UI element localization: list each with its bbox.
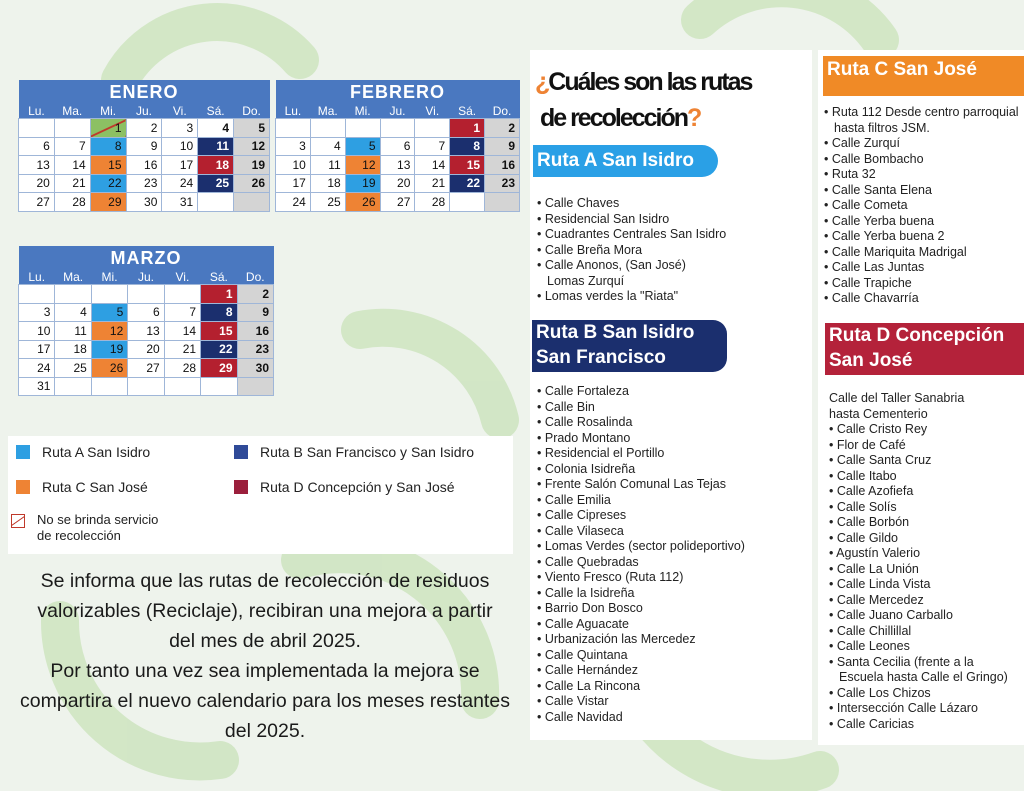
calendar-day: 23 [237,340,273,359]
calendar-day: 22 [201,340,237,359]
calendar-empty-cell [237,377,273,396]
calendar-day: 18 [310,174,345,193]
weekday-header: Ma. [54,104,90,119]
list-item: • Calle Itabo [829,469,1008,485]
list-item: • Calle Solís [829,500,1008,516]
calendar-day: 17 [19,340,55,359]
calendar-week-row [19,193,270,212]
list-item: hasta Cementerio [829,406,928,421]
calendar-day: 4 [198,119,234,138]
list-item: • Residencial el Portillo [537,446,745,462]
legend-label: Ruta A San Isidro [42,444,151,460]
calendar-day: 30 [237,359,273,378]
list-item: • Calle Caricias [829,717,1008,733]
no-service-line2: de recolección [37,528,121,543]
calendar-day: 22 [90,174,126,193]
no-service-icon [11,514,25,528]
list-item: • Calle Santa Cruz [829,453,1008,469]
calendar-week-row [276,119,520,138]
calendar-day: 27 [19,193,55,212]
weekday-header: Do. [237,270,273,285]
list-item: • Calle la Isidreña [537,586,745,602]
calendar-empty-cell [19,119,55,138]
calendar-march [18,246,274,396]
list-item: Escuela hasta Calle el Gringo) [839,670,1008,684]
calendar-day: 6 [19,137,55,156]
list-item: • Calle Los Chizos [829,686,1008,702]
calendar-day: 10 [276,156,311,175]
calendar-empty-cell [128,377,164,396]
list-item: • Cuadrantes Centrales San Isidro [537,227,726,243]
legend-item-no-service [11,512,158,544]
calendar-empty-cell [276,119,311,138]
weekday-header: Vi. [164,270,200,285]
calendar-day: 19 [234,156,270,175]
list-item: • Calle Zurquí [824,136,1019,152]
calendar-day: 2 [126,119,162,138]
calendar-day: 8 [450,137,485,156]
calendar-day: 28 [415,193,450,212]
calendar-week-row [276,193,520,212]
list-item: • Calle Vilaseca [537,524,745,540]
weekday-header: Lu. [19,104,55,119]
calendar-day: 4 [55,303,91,322]
calendar-day: 11 [310,156,345,175]
list-item: • Calle Anonos, (San José) [537,258,726,274]
calendar-empty-cell [415,119,450,138]
calendar-week-row [19,377,274,396]
list-item: • Intersección Calle Lázaro [829,701,1008,717]
list-item: • Calle Navidad [537,710,745,726]
list-item: • Calle Leones [829,639,1008,655]
route-c-header: Ruta C San José [823,56,1024,96]
calendar-day: 10 [19,322,55,341]
weekday-header: Lu. [276,104,311,119]
calendar-day: 24 [162,174,198,193]
weekday-header: Sá. [201,270,237,285]
calendar-week-row [19,156,270,175]
calendar-week-row [276,137,520,156]
legend-swatch-ruta-b [234,445,248,459]
list-item: • Calle Gildo [829,531,1008,547]
calendar-empty-cell [91,285,127,304]
calendar-day: 4 [310,137,345,156]
calendar-empty-cell [164,377,200,396]
legend-label [37,512,158,544]
calendar-day: 3 [162,119,198,138]
list-item: • Calle Las Juntas [824,260,1019,276]
list-item: • Calle Trapiche [824,276,1019,292]
list-item: • Calle Chavarría [824,291,1019,307]
weekday-header: Do. [485,104,520,119]
calendar-day: 6 [128,303,164,322]
calendar-empty-cell [198,193,234,212]
calendar-day: 26 [91,359,127,378]
calendar-day: 17 [276,174,311,193]
calendar-week-row [19,174,270,193]
calendar-day: 5 [234,119,270,138]
calendar-day: 19 [345,174,380,193]
list-item: • Calle Cristo Rey [829,422,1008,438]
calendar-day: 28 [54,193,90,212]
calendar-day: 27 [380,193,415,212]
list-item: Lomas Zurquí [547,273,625,288]
calendar-day: 19 [91,340,127,359]
legend-swatch-ruta-c [16,480,30,494]
calendar-day: 18 [55,340,91,359]
calendar-day: 9 [237,303,273,322]
calendar-day: 28 [164,359,200,378]
calendar-day: 7 [415,137,450,156]
list-item: • Calle Yerba buena [824,214,1019,230]
calendar-month-title: ENERO [19,80,270,104]
list-item: • Calle Bombacho [824,152,1019,168]
notice-line: Se informa que las rutas de recolección de residuos [40,570,490,592]
calendar-day: 15 [450,156,485,175]
calendar-day: 7 [54,137,90,156]
weekday-header: Ju. [380,104,415,119]
calendar-day: 22 [450,174,485,193]
calendar-day: 25 [55,359,91,378]
route-b-list [537,384,745,725]
calendar-empty-cell [55,377,91,396]
list-item: • Calle Cometa [824,198,1019,214]
route-d-header [825,323,1024,375]
calendar-day: 26 [234,174,270,193]
calendar-day: 3 [19,303,55,322]
calendar-empty-cell [234,193,270,212]
calendar-week-row [19,137,270,156]
legend-item-ruta-d [234,479,455,495]
list-item: • Lomas verdes la "Riata" [537,289,726,305]
list-item: • Prado Montano [537,431,745,447]
list-item: • Calle La Rincona [537,679,745,695]
notice-text [0,566,530,746]
list-item: • Colonia Isidreña [537,462,745,478]
calendar-week-row [19,322,274,341]
calendar-day: 6 [380,137,415,156]
calendar-empty-cell [485,193,520,212]
calendar-day: 5 [345,137,380,156]
calendar-empty-cell [54,119,90,138]
route-d-title-line2: San José [829,350,913,371]
calendar-legend [8,436,513,554]
calendar-month-title: MARZO [19,246,274,270]
list-item: • Calle Azofiefa [829,484,1008,500]
legend-swatch-ruta-d [234,480,248,494]
weekday-header: Ma. [310,104,345,119]
weekday-header: Do. [234,104,270,119]
notice-line: Por tanto una vez sea implementada la mejora se [50,660,480,682]
route-b-title-line2: San Francisco [536,347,666,368]
calendar-february [275,80,520,212]
calendar-day: 12 [345,156,380,175]
route-d-list [829,391,1008,732]
notice-line: del 2025. [224,720,306,742]
calendar-empty-cell [345,119,380,138]
weekday-header: Lu. [19,270,55,285]
list-item: • Frente Salón Comunal Las Tejas [537,477,745,493]
calendar-empty-cell [91,377,127,396]
calendar-empty-cell [128,285,164,304]
list-item: • Calle Vistar [537,694,745,710]
list-item: Calle del Taller Sanabria [829,391,965,405]
route-b-header [532,320,727,372]
calendar-day: 14 [54,156,90,175]
calendar-day: 13 [380,156,415,175]
calendar-day: 20 [128,340,164,359]
calendar-day: 20 [380,174,415,193]
calendar-day: 11 [198,137,234,156]
calendar-day: 16 [237,322,273,341]
calendar-day: 27 [128,359,164,378]
list-item: • Flor de Café [829,438,1008,454]
list-item: • Calle Fortaleza [537,384,745,400]
route-b-title-line1: Ruta B San Isidro [536,322,695,343]
calendar-day: 30 [126,193,162,212]
list-item: • Lomas Verdes (sector polideportivo) [537,539,745,555]
notice-line: del mes de abril 2025. [169,630,361,652]
calendar-empty-cell [55,285,91,304]
calendar-day: 9 [126,137,162,156]
list-item: • Calle Emilia [537,493,745,509]
weekday-header: Sá. [450,104,485,119]
calendar-week-row [19,285,274,304]
list-item: • Calle Linda Vista [829,577,1008,593]
weekday-header: Vi. [415,104,450,119]
calendar-day: 14 [415,156,450,175]
list-item: • Calle Quintana [537,648,745,664]
list-item: • Calle La Unión [829,562,1008,578]
list-item: • Calle Mariquita Madrigal [824,245,1019,261]
calendar-empty-cell [201,377,237,396]
weekday-header: Ju. [128,270,164,285]
legend-label: Ruta B San Francisco y San Isidro [260,444,474,460]
calendar-day: 16 [485,156,520,175]
calendar-day: 31 [19,377,55,396]
legend-label: Ruta D Concepción y San José [260,479,455,495]
list-item: hasta filtros JSM. [834,120,930,135]
calendar-day: 13 [128,322,164,341]
calendar-day: 1 [90,119,126,138]
legend-item-ruta-a [16,444,150,460]
legend-item-ruta-c [16,479,148,495]
weekday-header: Ju. [126,104,162,119]
calendar-day: 11 [55,322,91,341]
weekday-header: Sá. [198,104,234,119]
calendar-week-row [19,303,274,322]
calendar-day: 21 [415,174,450,193]
list-item: • Residencial San Isidro [537,212,726,228]
calendar-day: 12 [234,137,270,156]
calendar-empty-cell [310,119,345,138]
list-item: • Calle Chaves [537,196,726,212]
calendar-day: 26 [345,193,380,212]
calendar-day: 23 [126,174,162,193]
calendar-day: 14 [164,322,200,341]
list-item: • Calle Rosalinda [537,415,745,431]
calendar-day: 2 [485,119,520,138]
calendar-day: 9 [485,137,520,156]
calendar-day: 29 [201,359,237,378]
calendar-day: 1 [450,119,485,138]
calendar-week-row [276,156,520,175]
calendar-day: 31 [162,193,198,212]
legend-label: Ruta C San José [42,479,148,495]
calendar-day: 21 [54,174,90,193]
route-a-list [537,196,726,305]
question-open-mark: ¿ [535,68,549,96]
list-item: • Calle Quebradas [537,555,745,571]
notice-line: valorizables (Reciclaje), recibiran una mejora a partir [37,600,493,622]
calendar-day: 1 [201,285,237,304]
calendar-day: 17 [162,156,198,175]
list-item: • Calle Aguacate [537,617,745,633]
list-item: • Urbanización las Mercedez [537,632,745,648]
calendar-week-row [19,359,274,378]
routes-question-heading [535,64,751,136]
calendar-empty-cell [164,285,200,304]
list-item: • Calle Borbón [829,515,1008,531]
calendar-empty-cell [380,119,415,138]
calendar-day: 21 [164,340,200,359]
list-item: • Calle Bin [537,400,745,416]
route-d-title-line1: Ruta D Concepción [829,325,1005,346]
calendar-day: 24 [276,193,311,212]
list-item: • Calle Cipreses [537,508,745,524]
weekday-header: Mi. [91,270,127,285]
calendar-day: 13 [19,156,55,175]
calendar-day: 25 [310,193,345,212]
question-close-mark: ? [687,104,701,132]
legend-swatch-ruta-a [16,445,30,459]
calendar-week-row [19,119,270,138]
calendar-empty-cell [19,285,55,304]
list-item: • Ruta 32 [824,167,1019,183]
calendar-day: 20 [19,174,55,193]
list-item: • Calle Hernández [537,663,745,679]
calendar-week-row [19,340,274,359]
notice-line: compartira el nuevo calendario para los meses restantes [20,690,510,712]
calendar-day: 12 [91,322,127,341]
calendar-day: 15 [201,322,237,341]
calendar-day: 29 [90,193,126,212]
weekday-header: Ma. [55,270,91,285]
list-item: • Calle Breña Mora [537,243,726,259]
calendar-day: 3 [276,137,311,156]
calendar-day: 24 [19,359,55,378]
calendar-day: 7 [164,303,200,322]
calendar-week-row [276,174,520,193]
list-item: • Calle Mercedez [829,593,1008,609]
calendar-day: 8 [201,303,237,322]
question-line1: Cuáles son las rutas [548,68,752,96]
list-item: • Santa Cecilia (frente a la [829,655,1008,671]
legend-item-ruta-b [234,444,474,460]
calendar-day: 8 [90,137,126,156]
calendar-month-title: FEBRERO [276,80,520,104]
calendar-day: 5 [91,303,127,322]
question-line2: de recolección [539,104,688,132]
list-item: • Ruta 112 Desde centro parroquial [824,105,1019,121]
calendar-day: 23 [485,174,520,193]
calendar-january [18,80,270,212]
calendar-empty-cell [450,193,485,212]
list-item: • Calle Santa Elena [824,183,1019,199]
route-a-header: Ruta A San Isidro [533,145,718,177]
weekday-header: Vi. [162,104,198,119]
list-item: • Calle Yerba buena 2 [824,229,1019,245]
list-item: • Calle Juano Carballo [829,608,1008,624]
calendar-day: 15 [90,156,126,175]
weekday-header: Mi. [345,104,380,119]
calendar-day: 10 [162,137,198,156]
route-c-list [824,105,1019,307]
no-service-line1: No se brinda servicio [37,512,159,527]
calendar-day: 16 [126,156,162,175]
list-item: • Agustín Valerio [829,546,1008,562]
calendar-day: 25 [198,174,234,193]
list-item: • Barrio Don Bosco [537,601,745,617]
list-item: • Calle Chillillal [829,624,1008,640]
list-item: • Viento Fresco (Ruta 112) [537,570,745,586]
calendar-day: 18 [198,156,234,175]
calendar-day: 2 [237,285,273,304]
weekday-header: Mi. [90,104,126,119]
